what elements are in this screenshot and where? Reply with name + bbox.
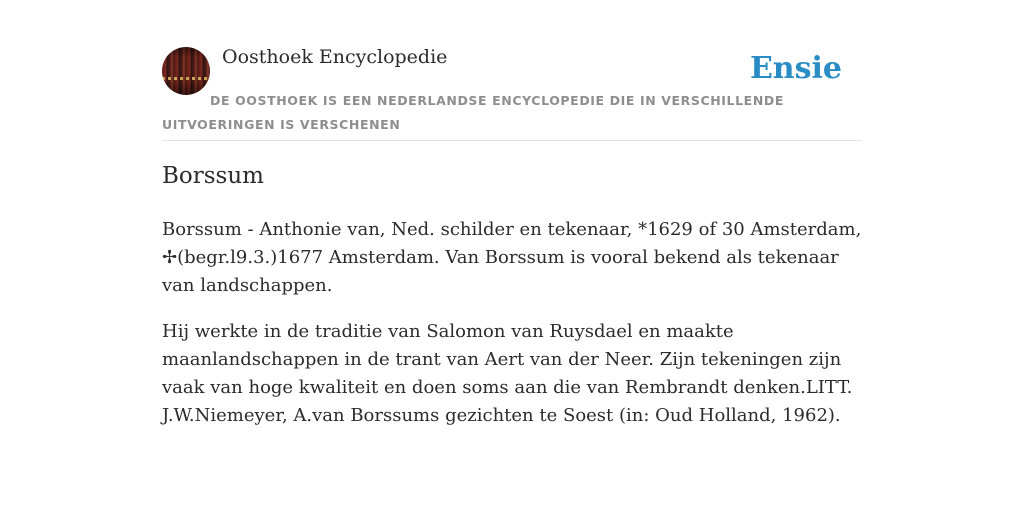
- site-tagline: DE OOSTHOEK IS EEN NEDERLANDSE ENCYCLOPEDIE DIE IN VERSCHILLENDE UITVOERINGEN IS VERSCHENEN: [162, 93, 784, 132]
- page-container: [162, 0, 862, 426]
- article-paragraph-1: Borssum - Anthonie van, Ned. schilder en tekenaar, *1629 of 30 Amsterdam, ✢(begr.l9.3.)1677 Amsterdam. Van Borssum is vooral bekend als tekenaar van landschappen.: [162, 219, 862, 296]
- site-name-link[interactable]: Oosthoek Encyclopedie: [222, 46, 448, 68]
- encyclopedia-books-avatar[interactable]: [162, 47, 210, 95]
- article-title: Borssum: [162, 163, 264, 189]
- article-body: [162, 216, 862, 448]
- article-paragraph-2: Hij werkte in de traditie van Salomon van Ruysdael en maakte maanlandschappen in de trant van Aert van der Neer. Zijn tekeningen zijn vaak van hoge kwaliteit en doen soms aan die van Rembrandt denken.LITT. J.W.Niemeyer, A.van Borssums gezichten te Soest (in: Oud Holland, 1962).: [162, 321, 853, 426]
- site-header: [162, 0, 862, 141]
- ensie-logo[interactable]: Ensie: [749, 51, 842, 86]
